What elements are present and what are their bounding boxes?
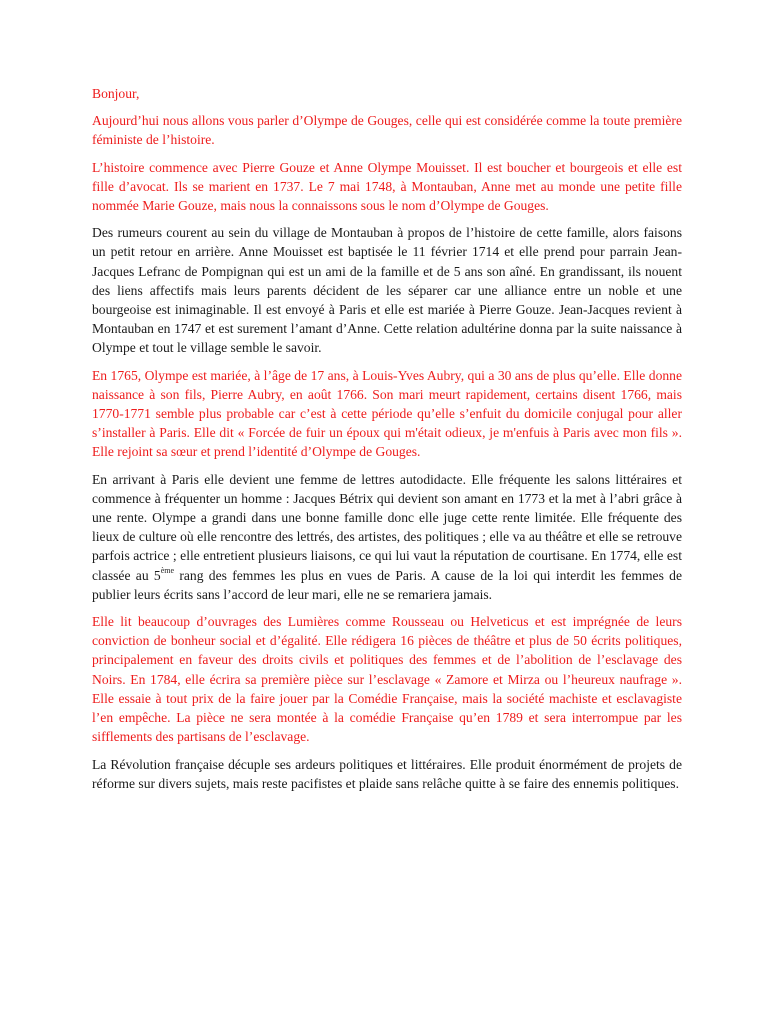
paris-text-after: rang des femmes les plus en vues de Paris. A cause de la loi qui interdit les femmes de publier leurs écrits sans l’accord de leur mari, elle ne se remariera jamais. (92, 567, 682, 602)
revolution-paragraph: La Révolution française décuple ses ardeurs politiques et littéraires. Elle produit énormément de projets de réforme sur divers sujets, mais reste pacifistes et plaide sans relâche quitte à se faire des ennemis politiques. (92, 756, 682, 791)
ordinal-superscript: ème (160, 565, 175, 575)
greeting-paragraph: Bonjour, (92, 86, 140, 101)
paris-text-before: En arrivant à Paris elle devient une femme de lettres autodidacte. Elle fréquente les salons littéraires et commence à fréquenter un homme : Jacques Bétrix qui devient son amant en 1773 et la met à l’abri grâce à une rente. Olympe a grandi dans une bonne famille donc elle juge cette rente limitée. Elle fréquente des lieux de culture où elle rencontre des lettrés, des artistes, des politiques ; elle va au théâtre et elle se retrouve parfois actrice ; elle entretient plusieurs liaisons, ce qui lui vaut la réputation de courtisane. En 1774, elle est classée au 5 (92, 471, 682, 583)
document-body (92, 84, 682, 801)
enlightenment-paragraph: Elle lit beaucoup d’ouvrages des Lumières comme Rousseau ou Helveticus et est imprégnée de leurs conviction de bonheur social et d’égalité. Elle rédigera 16 pièces de théâtre et plus de 50 écrits politiques, principalement en faveur des droits civils et politiques des femmes et de l’abolition de l’esclavage des Noirs. En 1784, elle écrira sa première pièce sur l’esclavage « Zamore et Mirza ou l’heureux naufrage ». Elle essaie à tout prix de la faire jouer par la Comédie Française, mais la société machiste et esclavagiste l’en empêche. La pièce ne sera montée à la comédie Française qu’en 1789 et sera interrompue par les sifflements des partisans de l’esclavage. (92, 614, 682, 745)
intro-paragraph: Aujourd’hui nous allons vous parler d’Olympe de Gouges, celle qui est considérée comme la toute première féministe de l’histoire. (92, 113, 682, 148)
rumors-paragraph: Des rumeurs courent au sein du village de Montauban à propos de l’histoire de cette famille, alors faisons un petit retour en arrière. Anne Mouisset est baptisée le 11 février 1714 et elle prend pour parrain Jean-Jacques Lefranc de Pompignan qui est un ami de la famille et de 5 ans son aîné. En grandissant, ils nouent des liens affectifs mais leurs parents décident de les séparer car une alliance entre un noble et une bourgeoise est inimaginable. Il est envoyé à Paris et elle est mariée à Pierre Gouze. Jean-Jacques revient à Montauban en 1747 et est surement l’amant d’Anne. Cette relation adultérine donna par la suite naissance à Olympe et tout le village semble le savoir. (92, 225, 682, 356)
marriage-paragraph: En 1765, Olympe est mariée, à l’âge de 17 ans, à Louis-Yves Aubry, qui a 30 ans de plus qu’elle. Elle donne naissance à son fils, Pierre Aubry, en août 1766. Son mari meurt rapidement, certains disent 1766, mais 1770-1771 semble plus probable car c’est à cette période qu’elle s’enfuit du domicile conjugal pour aller s’installer à Paris. Elle dit « Forcée de fuir un époux qui m'était odieux, je m'enfuis à Paris avec mon fils ». Elle rejoint sa sœur et prend l’identité d’Olympe de Gouges. (92, 367, 682, 460)
origins-paragraph: L’histoire commence avec Pierre Gouze et Anne Olympe Mouisset. Il est boucher et bourgeois et elle est fille d’avocat. Ils se marient en 1737. Le 7 mai 1748, à Montauban, Anne met au monde une petite fille nommée Marie Gouze, mais nous la connaissons sous le nom d’Olympe de Gouges. (92, 159, 682, 214)
paris-paragraph (92, 470, 682, 604)
